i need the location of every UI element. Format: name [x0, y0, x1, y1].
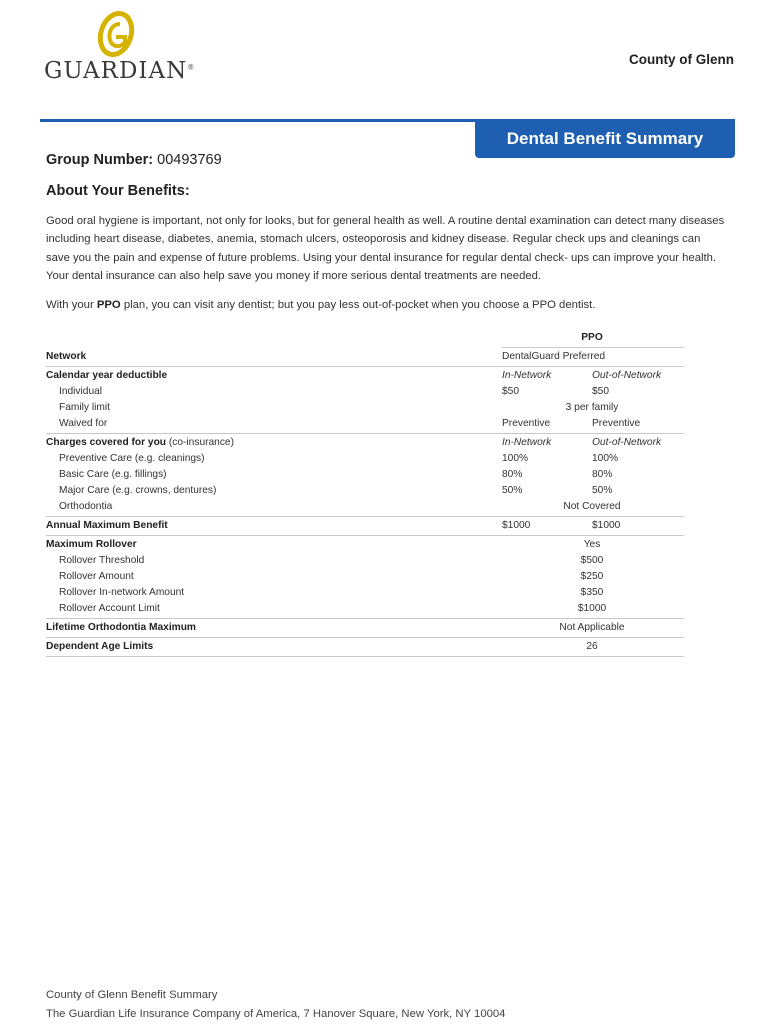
table-row-preventive: Preventive Care (e.g. cleanings) 100% 100%: [59, 453, 619, 464]
table-row-annual-max: Annual Maximum Benefit $1000 $1000: [46, 520, 621, 531]
guardian-logo: [44, 10, 194, 90]
table-row-dependent-age: Dependent Age Limits 26: [46, 641, 598, 652]
table-row-rollover-account-limit: Rollover Account Limit $1000: [59, 603, 607, 614]
group-number-label: Group Number:: [46, 152, 154, 168]
table-row-network: Network DentalGuard Preferred: [46, 351, 606, 362]
document-title-banner: Dental Benefit Summary: [475, 120, 735, 158]
about-heading: About Your Benefits:: [46, 183, 190, 199]
table-row-individual: Individual $50 $50: [59, 386, 609, 397]
table-row-deductible: Calendar year deductible In-Network Out-of-Network: [46, 370, 662, 381]
separator: [46, 433, 684, 434]
separator: [46, 637, 684, 638]
group-number: [46, 152, 222, 168]
footer-line-1: County of Glenn Benefit Summary: [46, 989, 218, 1001]
about-paragraph: Good oral hygiene is important, not only for looks, but for general health as well. A routine dental examination can detect many diseases including heart disease, diabetes, anemia, stomach ulcers, osteoporosis and kidney disease. Regular check ups and cleanings can save you the pain and expense of future problems. Using your dental insurance for regular dental check- ups can improve your health. Your dental insurance can also help save you money if more serious dental treatments are needed.: [46, 215, 725, 282]
footer-line-2: The Guardian Life Insurance Company of America, 7 Hanover Square, New York, NY 10004: [46, 1008, 506, 1020]
guardian-emblem-icon: [96, 10, 136, 58]
benefit-table: [46, 330, 684, 658]
separator: [46, 516, 684, 517]
group-number-value: 00493769: [157, 152, 222, 168]
footer: [46, 986, 505, 1024]
table-row-orthodontia: Orthodontia Not Covered: [59, 501, 621, 512]
table-row-rollover-threshold: Rollover Threshold $500: [59, 555, 604, 566]
table-row-charges: Charges covered for you (co-insurance) In-Network Out-of-Network: [46, 437, 662, 448]
table-row-family: Family limit 3 per family: [59, 402, 619, 413]
separator: [46, 535, 684, 536]
separator: [46, 618, 684, 619]
table-row-lifetime-ortho: Lifetime Orthodontia Maximum Not Applicable: [46, 622, 625, 633]
plan-header: PPO: [581, 332, 603, 343]
table-row-rollover-in-network: Rollover In-network Amount $350: [59, 587, 604, 598]
separator: [46, 366, 684, 367]
table-header-row: [46, 330, 684, 346]
client-name: County of Glenn: [629, 52, 734, 67]
table-row-major: Major Care (e.g. crowns, dentures) 50% 50%: [59, 485, 613, 496]
table-row-basic: Basic Care (e.g. fillings) 80% 80%: [59, 469, 613, 480]
table-row-waived: Waived for Preventive Preventive: [59, 418, 641, 429]
separator: [502, 347, 684, 348]
separator: [46, 656, 684, 657]
table-row-rollover: Maximum Rollover Yes: [46, 539, 601, 550]
ppo-sentence: With your PPO plan, you can visit any dentist; but you pay less out-of-pocket when you choose a PPO dentist.: [46, 299, 596, 311]
table-row-rollover-amount: Rollover Amount $250: [59, 571, 604, 582]
logo-wordmark: GUARDIAN®: [44, 58, 195, 84]
